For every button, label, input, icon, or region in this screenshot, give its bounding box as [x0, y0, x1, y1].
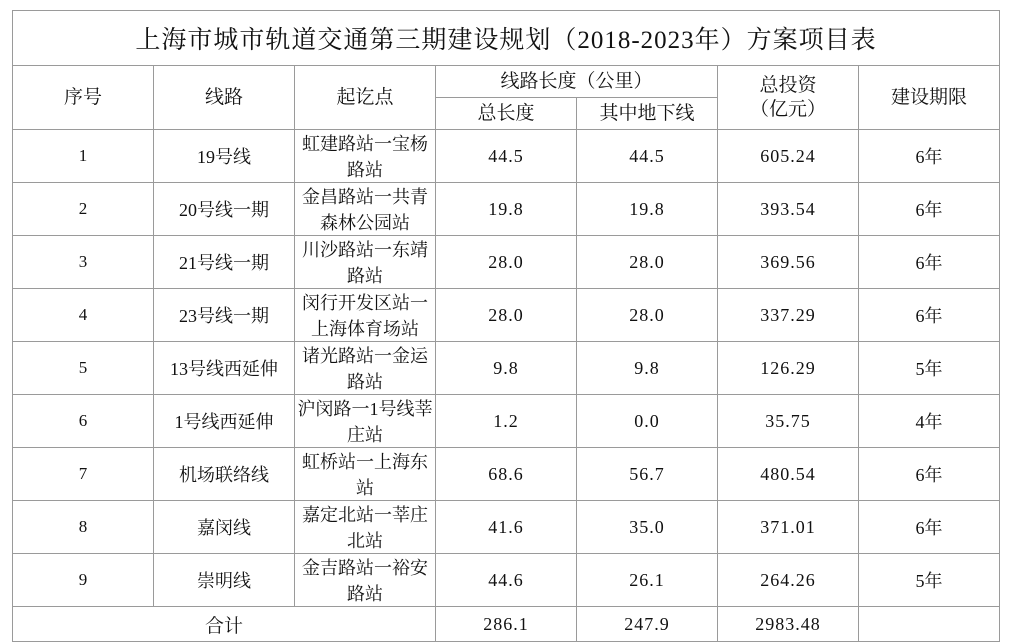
cell-underground-length: 26.1	[577, 554, 718, 607]
cell-underground-length: 0.0	[577, 395, 718, 448]
total-length: 286.1	[436, 607, 577, 642]
header-underground-length: 其中地下线	[577, 98, 718, 130]
header-period: 建设期限	[859, 66, 1000, 130]
cell-period: 5年	[859, 342, 1000, 395]
cell-line: 20号线一期	[154, 183, 295, 236]
cell-investment: 337.29	[718, 289, 859, 342]
header-investment	[718, 66, 859, 130]
total-label: 合计	[13, 607, 436, 642]
cell-period: 4年	[859, 395, 1000, 448]
cell-period: 6年	[859, 448, 1000, 501]
cell-investment: 480.54	[718, 448, 859, 501]
cell-total-length: 9.8	[436, 342, 577, 395]
cell-underground-length: 35.0	[577, 501, 718, 554]
cell-investment: 126.29	[718, 342, 859, 395]
cell-line: 19号线	[154, 130, 295, 183]
cell-seq: 9	[13, 554, 154, 607]
title-row	[13, 11, 1000, 66]
cell-seq: 7	[13, 448, 154, 501]
cell-total-length: 44.5	[436, 130, 577, 183]
cell-od: 虹桥站一上海东站	[295, 448, 436, 501]
cell-od: 金吉路站一裕安路站	[295, 554, 436, 607]
table-row	[13, 501, 1000, 554]
cell-total-length: 28.0	[436, 289, 577, 342]
cell-period: 6年	[859, 130, 1000, 183]
cell-total-length: 44.6	[436, 554, 577, 607]
cell-investment: 393.54	[718, 183, 859, 236]
construction-plan-table	[12, 10, 1000, 642]
cell-line: 嘉闵线	[154, 501, 295, 554]
table-row	[13, 342, 1000, 395]
cell-line: 机场联络线	[154, 448, 295, 501]
cell-underground-length: 9.8	[577, 342, 718, 395]
cell-line: 1号线西延伸	[154, 395, 295, 448]
cell-underground-length: 44.5	[577, 130, 718, 183]
total-row	[13, 607, 1000, 642]
cell-total-length: 28.0	[436, 236, 577, 289]
table-row	[13, 448, 1000, 501]
table-row	[13, 236, 1000, 289]
table-body	[13, 11, 1000, 642]
cell-od: 闵行开发区站一上海体育场站	[295, 289, 436, 342]
total-investment: 2983.48	[718, 607, 859, 642]
cell-total-length: 19.8	[436, 183, 577, 236]
cell-seq: 2	[13, 183, 154, 236]
cell-period: 6年	[859, 289, 1000, 342]
cell-line: 23号线一期	[154, 289, 295, 342]
cell-investment: 369.56	[718, 236, 859, 289]
cell-line: 21号线一期	[154, 236, 295, 289]
cell-investment: 371.01	[718, 501, 859, 554]
cell-total-length: 1.2	[436, 395, 577, 448]
table-row	[13, 395, 1000, 448]
cell-underground-length: 28.0	[577, 236, 718, 289]
cell-line: 崇明线	[154, 554, 295, 607]
header-origin-destination: 起讫点	[295, 66, 436, 130]
cell-seq: 8	[13, 501, 154, 554]
cell-seq: 3	[13, 236, 154, 289]
cell-seq: 1	[13, 130, 154, 183]
cell-total-length: 41.6	[436, 501, 577, 554]
header-line: 线路	[154, 66, 295, 130]
cell-underground-length: 19.8	[577, 183, 718, 236]
table-row	[13, 130, 1000, 183]
cell-investment: 605.24	[718, 130, 859, 183]
total-underground-length: 247.9	[577, 607, 718, 642]
cell-seq: 6	[13, 395, 154, 448]
cell-period: 6年	[859, 236, 1000, 289]
header-investment-line2: （亿元）	[749, 98, 826, 120]
cell-od: 沪闵路一1号线莘庄站	[295, 395, 436, 448]
header-length-group: 线路长度（公里）	[436, 66, 718, 98]
table-row	[13, 289, 1000, 342]
header-seq: 序号	[13, 66, 154, 130]
header-row-1	[13, 66, 1000, 98]
header-investment-line1: 总投资	[759, 74, 817, 96]
table-row	[13, 554, 1000, 607]
cell-underground-length: 56.7	[577, 448, 718, 501]
cell-period: 5年	[859, 554, 1000, 607]
cell-investment: 35.75	[718, 395, 859, 448]
cell-period: 6年	[859, 501, 1000, 554]
cell-od: 嘉定北站一莘庄北站	[295, 501, 436, 554]
cell-od: 虹建路站一宝杨路站	[295, 130, 436, 183]
header-total-length: 总长度	[436, 98, 577, 130]
total-period	[859, 607, 1000, 642]
table-row	[13, 183, 1000, 236]
cell-seq: 5	[13, 342, 154, 395]
cell-total-length: 68.6	[436, 448, 577, 501]
cell-underground-length: 28.0	[577, 289, 718, 342]
cell-od: 川沙路站一东靖路站	[295, 236, 436, 289]
cell-investment: 264.26	[718, 554, 859, 607]
cell-period: 6年	[859, 183, 1000, 236]
cell-line: 13号线西延伸	[154, 342, 295, 395]
cell-od: 诸光路站一金运路站	[295, 342, 436, 395]
cell-seq: 4	[13, 289, 154, 342]
cell-od: 金昌路站一共青森林公园站	[295, 183, 436, 236]
page-title: 上海市城市轨道交通第三期建设规划（2018-2023年）方案项目表	[13, 11, 1000, 66]
